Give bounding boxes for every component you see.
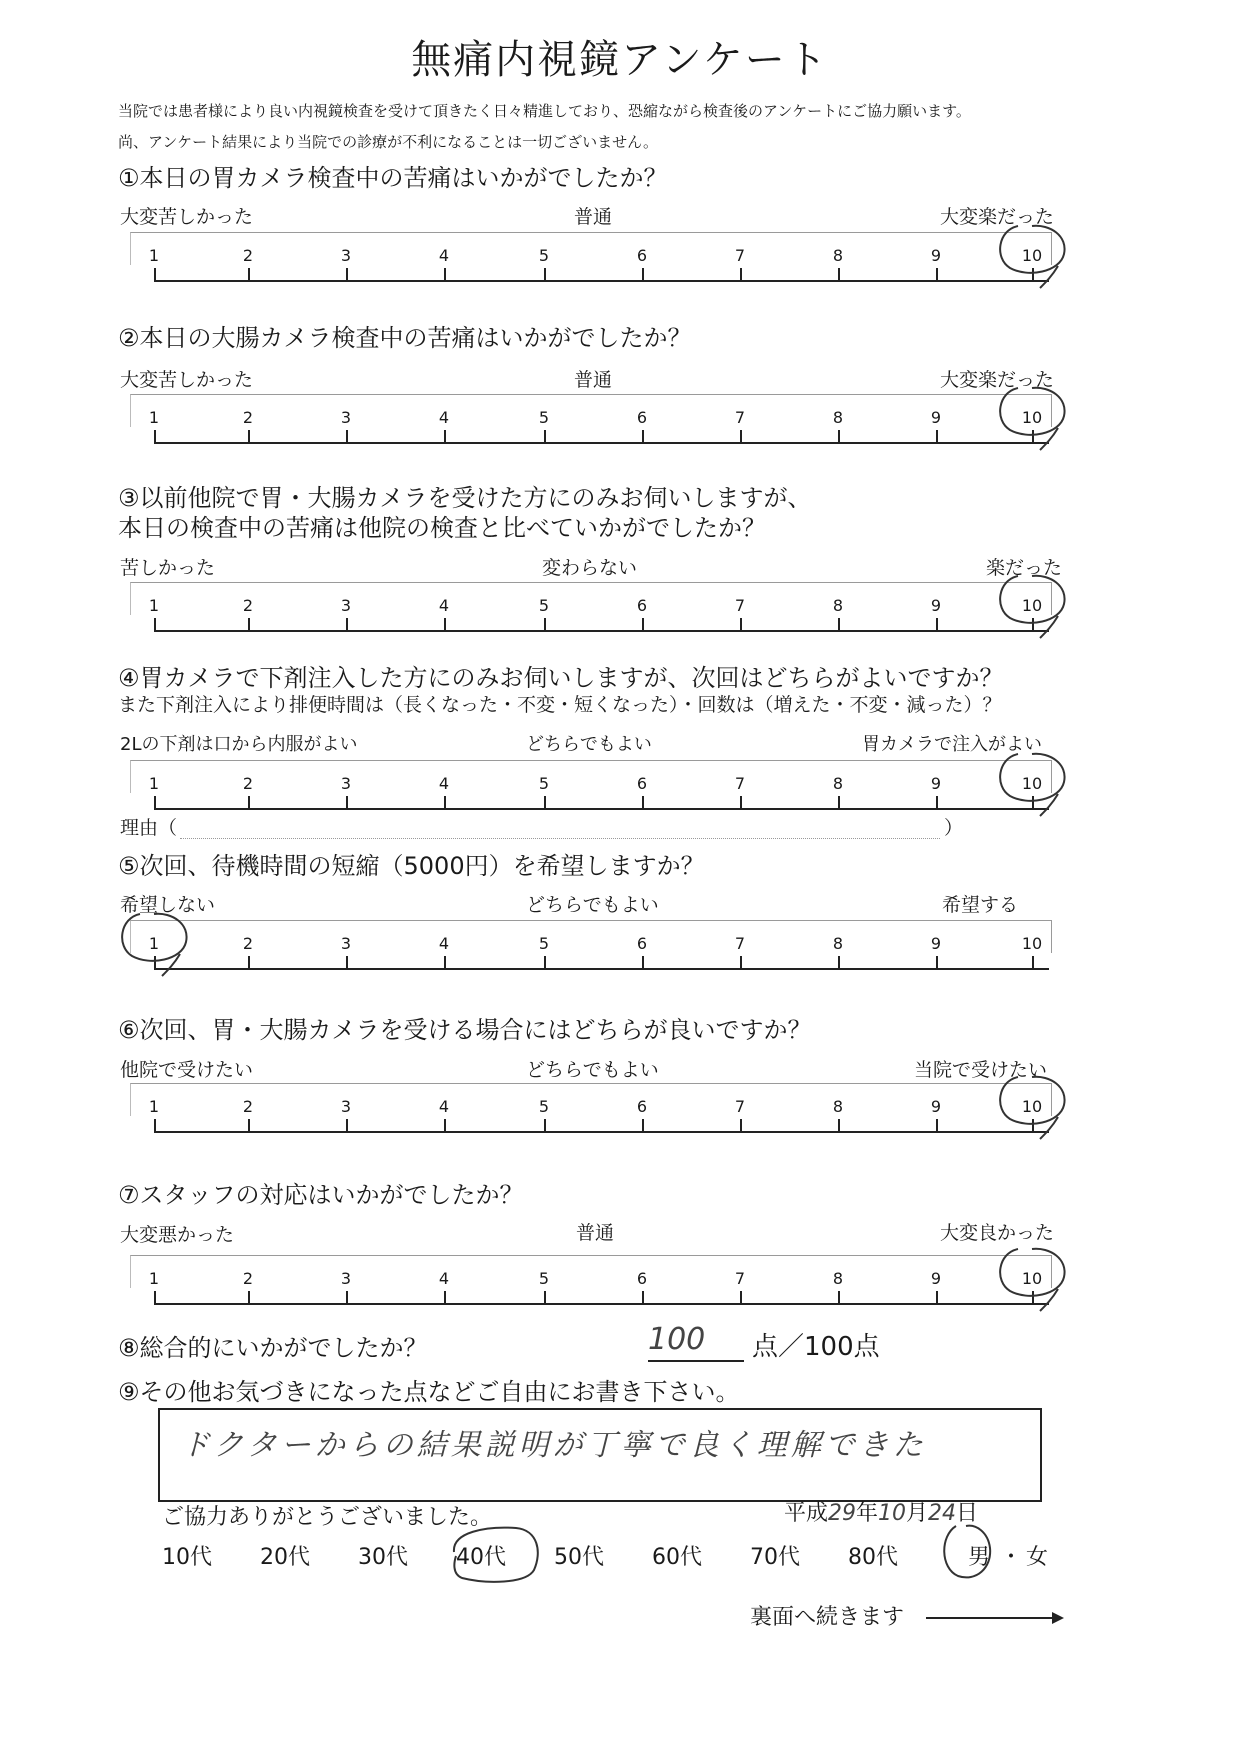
scale-number-6[interactable]: 6 bbox=[636, 1269, 648, 1288]
q2-mid-label: 普通 bbox=[574, 369, 613, 391]
scale-number-2[interactable]: 2 bbox=[242, 774, 254, 793]
scale-number-6[interactable]: 6 bbox=[636, 596, 648, 615]
gender-option-female[interactable]: 女 bbox=[1026, 1545, 1049, 1570]
scale-tick bbox=[544, 1291, 546, 1304]
scale-tick bbox=[544, 430, 546, 443]
q4-text: ④胃カメラで下剤注入した方にのみお伺いしますが、次回はどちらがよいですか？ bbox=[118, 664, 1004, 692]
gender-separator: ・ bbox=[1000, 1545, 1023, 1570]
scale-tick bbox=[740, 1119, 742, 1132]
scale-number-4[interactable]: 4 bbox=[438, 934, 450, 953]
scale-tick bbox=[642, 1119, 644, 1132]
q5-scale[interactable] bbox=[130, 920, 1050, 972]
scale-tick bbox=[346, 1119, 348, 1132]
q5-left-label: 希望しない bbox=[120, 894, 216, 916]
age-option-70[interactable]: 70代 bbox=[750, 1545, 800, 1570]
scale-number-8[interactable]: 8 bbox=[832, 596, 844, 615]
scale-number-1[interactable]: 1 bbox=[148, 1269, 160, 1288]
scale-tick bbox=[154, 956, 156, 969]
scale-number-8[interactable]: 8 bbox=[832, 408, 844, 427]
scale-tick bbox=[838, 1119, 840, 1132]
scale-tick bbox=[838, 1291, 840, 1304]
scale-tick bbox=[444, 430, 446, 443]
age-option-50[interactable]: 50代 bbox=[554, 1545, 604, 1570]
scale-tick bbox=[740, 430, 742, 443]
continue-text: 裏面へ続きます bbox=[750, 1605, 905, 1630]
scale-number-9[interactable]: 9 bbox=[930, 408, 942, 427]
scale-number-9[interactable]: 9 bbox=[930, 246, 942, 265]
scale-tick bbox=[740, 1291, 742, 1304]
q2-right-label: 大変楽だった bbox=[940, 369, 1055, 391]
age-option-40[interactable]: 40代 bbox=[456, 1545, 506, 1570]
scale-number-7[interactable]: 7 bbox=[734, 1269, 746, 1288]
scale-tick bbox=[936, 618, 938, 631]
q5-text: ⑤次回、待機時間の短縮（5000円）を希望しますか？ bbox=[118, 852, 705, 880]
scale-tick bbox=[642, 268, 644, 281]
scale-number-10[interactable]: 10 bbox=[1021, 596, 1043, 615]
scale-number-10[interactable]: 10 bbox=[1021, 1097, 1043, 1116]
q4-mid-label: どちらでもよい bbox=[526, 734, 652, 755]
scale-tick bbox=[154, 1119, 156, 1132]
scale-tick bbox=[936, 430, 938, 443]
scale-number-5[interactable]: 5 bbox=[538, 596, 550, 615]
scale-tick bbox=[740, 796, 742, 809]
scale-tick bbox=[154, 1291, 156, 1304]
date-day-unit: 日 bbox=[956, 1501, 979, 1526]
scale-number-10[interactable]: 10 bbox=[1021, 246, 1043, 265]
intro-line-1: 当院では患者様により良い内視鏡検査を受けて頂きたく日々精進しており、恐縮ながら検査後のアンケートにご協力願います。 bbox=[118, 102, 971, 120]
scale-baseline bbox=[154, 630, 1049, 632]
scale-number-10[interactable]: 10 bbox=[1021, 934, 1043, 953]
q6-mid-label: どちらでもよい bbox=[526, 1059, 659, 1081]
scale-tick bbox=[1032, 1291, 1034, 1304]
q1-mid-label: 普通 bbox=[574, 206, 613, 228]
scale-number-9[interactable]: 9 bbox=[930, 1269, 942, 1288]
scale-tick bbox=[740, 268, 742, 281]
scale-tick bbox=[544, 956, 546, 969]
scale-number-5[interactable]: 5 bbox=[538, 1269, 550, 1288]
scale-frame bbox=[130, 1083, 1052, 1116]
scale-number-8[interactable]: 8 bbox=[832, 934, 844, 953]
scale-tick bbox=[1032, 618, 1034, 631]
scale-tick bbox=[642, 430, 644, 443]
scale-number-1[interactable]: 1 bbox=[148, 774, 160, 793]
age-option-20[interactable]: 20代 bbox=[260, 1545, 310, 1570]
scale-tick bbox=[444, 618, 446, 631]
scale-number-3[interactable]: 3 bbox=[340, 1097, 352, 1116]
q7-right-label: 大変良かった bbox=[940, 1222, 1055, 1244]
q4-left-label: 2Lの下剤は口から内服がよい bbox=[120, 734, 358, 755]
scale-number-4[interactable]: 4 bbox=[438, 774, 450, 793]
scale-baseline bbox=[154, 968, 1049, 970]
scale-frame bbox=[130, 394, 1052, 427]
scale-number-2[interactable]: 2 bbox=[242, 408, 254, 427]
scale-tick bbox=[642, 1291, 644, 1304]
scale-tick bbox=[1032, 796, 1034, 809]
scale-number-6[interactable]: 6 bbox=[636, 1097, 648, 1116]
scale-baseline bbox=[154, 1131, 1049, 1133]
scale-tick bbox=[936, 1291, 938, 1304]
scale-number-9[interactable]: 9 bbox=[930, 1097, 942, 1116]
scale-tick bbox=[1032, 956, 1034, 969]
score-suffix: 点／100点 bbox=[752, 1332, 880, 1362]
scale-number-5[interactable]: 5 bbox=[538, 1097, 550, 1116]
q7-scale[interactable] bbox=[130, 1255, 1050, 1307]
scale-tick bbox=[248, 956, 250, 969]
scale-tick bbox=[154, 796, 156, 809]
scale-tick bbox=[248, 268, 250, 281]
scale-tick bbox=[1032, 1119, 1034, 1132]
scale-tick bbox=[544, 268, 546, 281]
scale-tick bbox=[838, 796, 840, 809]
scale-number-3[interactable]: 3 bbox=[340, 1269, 352, 1288]
scale-tick bbox=[248, 618, 250, 631]
scale-tick bbox=[838, 618, 840, 631]
continue-arrow-icon bbox=[926, 1606, 1066, 1630]
scale-tick bbox=[740, 618, 742, 631]
scale-frame bbox=[130, 1255, 1052, 1288]
scale-number-7[interactable]: 7 bbox=[734, 774, 746, 793]
scale-tick bbox=[642, 796, 644, 809]
q4-right-label: 胃カメラで注入がよい bbox=[862, 734, 1042, 755]
scale-number-10[interactable]: 10 bbox=[1021, 1269, 1043, 1288]
q1-scale[interactable] bbox=[130, 232, 1050, 284]
q7-left-label: 大変悪かった bbox=[120, 1224, 235, 1246]
scale-baseline bbox=[154, 808, 1049, 810]
q2-left-label: 大変苦しかった bbox=[120, 369, 254, 391]
scale-number-7[interactable]: 7 bbox=[734, 596, 746, 615]
scale-number-2[interactable]: 2 bbox=[242, 1269, 254, 1288]
q3-text-2: 本日の検査中の苦痛は他院の検査と比べていかがでしたか？ bbox=[118, 514, 766, 542]
q5-right-label: 希望する bbox=[942, 894, 1019, 916]
thanks-text: ご協力ありがとうございました。 bbox=[162, 1505, 493, 1530]
scale-tick bbox=[248, 796, 250, 809]
q6-text: ⑥次回、胃・大腸カメラを受ける場合にはどちらが良いですか？ bbox=[118, 1016, 812, 1044]
q3-mid-label: 変わらない bbox=[542, 557, 638, 579]
date-era: 平成 bbox=[784, 1501, 829, 1526]
q9-text: ⑨その他お気づきになった点などご自由にお書き下さい。 bbox=[118, 1378, 740, 1406]
scale-number-7[interactable]: 7 bbox=[734, 246, 746, 265]
scale-tick bbox=[444, 956, 446, 969]
scale-number-7[interactable]: 7 bbox=[734, 934, 746, 953]
scale-number-2[interactable]: 2 bbox=[242, 596, 254, 615]
scale-tick bbox=[154, 430, 156, 443]
scale-number-2[interactable]: 2 bbox=[242, 246, 254, 265]
q1-text: ①本日の胃カメラ検査中の苦痛はいかがでしたか？ bbox=[118, 164, 668, 192]
q1-left-label: 大変苦しかった bbox=[120, 206, 254, 228]
age-option-10[interactable]: 10代 bbox=[162, 1545, 212, 1570]
q2-scale[interactable] bbox=[130, 394, 1050, 446]
scale-tick bbox=[346, 268, 348, 281]
scale-tick bbox=[838, 956, 840, 969]
scale-frame bbox=[130, 760, 1052, 793]
q4-text-2: また下剤注入により排便時間は（長くなった・不変・短くなった）・回数は（増えた・不変・減った）？ bbox=[118, 694, 1002, 716]
scale-tick bbox=[1032, 268, 1034, 281]
scale-number-1[interactable]: 1 bbox=[148, 246, 160, 265]
scale-tick bbox=[544, 796, 546, 809]
scale-tick bbox=[444, 268, 446, 281]
scale-number-3[interactable]: 3 bbox=[340, 596, 352, 615]
date-field[interactable] bbox=[784, 1496, 978, 1527]
date-year: 29 bbox=[828, 1501, 857, 1526]
scale-tick bbox=[248, 1291, 250, 1304]
scale-tick bbox=[544, 618, 546, 631]
scale-number-5[interactable]: 5 bbox=[538, 408, 550, 427]
scale-frame bbox=[130, 920, 1052, 953]
q4-reason-close: ） bbox=[944, 817, 964, 839]
q4-reason-field[interactable] bbox=[180, 838, 940, 839]
scale-number-10[interactable]: 10 bbox=[1021, 408, 1043, 427]
scale-tick bbox=[346, 956, 348, 969]
scale-tick bbox=[936, 268, 938, 281]
date-day: 24 bbox=[928, 1501, 957, 1526]
scale-tick bbox=[154, 618, 156, 631]
q4-reason-label: 理由（ bbox=[120, 817, 178, 839]
scale-frame bbox=[130, 582, 1052, 615]
scale-number-6[interactable]: 6 bbox=[636, 246, 648, 265]
scale-tick bbox=[346, 1291, 348, 1304]
gender-option-male[interactable]: 男 bbox=[968, 1545, 991, 1570]
scale-tick bbox=[248, 430, 250, 443]
scale-frame bbox=[130, 232, 1052, 265]
q1-right-label: 大変楽だった bbox=[940, 206, 1055, 228]
scale-number-9[interactable]: 9 bbox=[930, 774, 942, 793]
scale-number-2[interactable]: 2 bbox=[242, 1097, 254, 1116]
scale-number-5[interactable]: 5 bbox=[538, 934, 550, 953]
scale-number-4[interactable]: 4 bbox=[438, 408, 450, 427]
scale-number-6[interactable]: 6 bbox=[636, 774, 648, 793]
scale-number-9[interactable]: 9 bbox=[930, 596, 942, 615]
scale-number-1[interactable]: 1 bbox=[148, 596, 160, 615]
scale-number-8[interactable]: 8 bbox=[832, 774, 844, 793]
scale-tick bbox=[1032, 430, 1034, 443]
q7-mid-label: 普通 bbox=[576, 1222, 615, 1244]
scale-number-1[interactable]: 1 bbox=[148, 1097, 160, 1116]
q7-text: ⑦スタッフの対応はいかがでしたか？ bbox=[118, 1181, 524, 1209]
scale-baseline bbox=[154, 1303, 1049, 1305]
score-value[interactable]: 100 bbox=[648, 1322, 706, 1357]
scale-number-5[interactable]: 5 bbox=[538, 246, 550, 265]
scale-number-7[interactable]: 7 bbox=[734, 408, 746, 427]
scale-tick bbox=[740, 956, 742, 969]
scale-tick bbox=[444, 1119, 446, 1132]
scale-tick bbox=[444, 1291, 446, 1304]
age-option-60[interactable]: 60代 bbox=[652, 1545, 702, 1570]
scale-number-8[interactable]: 8 bbox=[832, 1097, 844, 1116]
scale-tick bbox=[346, 430, 348, 443]
scale-baseline bbox=[154, 280, 1049, 282]
scale-number-5[interactable]: 5 bbox=[538, 774, 550, 793]
q2-text: ②本日の大腸カメラ検査中の苦痛はいかがでしたか？ bbox=[118, 324, 692, 352]
scale-number-1[interactable]: 1 bbox=[148, 934, 160, 953]
scale-number-2[interactable]: 2 bbox=[242, 934, 254, 953]
q6-left-label: 他院で受けたい bbox=[120, 1059, 254, 1081]
scale-number-3[interactable]: 3 bbox=[340, 934, 352, 953]
q6-scale[interactable] bbox=[130, 1083, 1050, 1135]
q3-scale[interactable] bbox=[130, 582, 1050, 634]
scale-number-7[interactable]: 7 bbox=[734, 1097, 746, 1116]
q5-mid-label: どちらでもよい bbox=[526, 894, 659, 916]
scale-tick bbox=[154, 268, 156, 281]
scale-tick bbox=[838, 268, 840, 281]
scale-number-3[interactable]: 3 bbox=[340, 246, 352, 265]
score-underline bbox=[648, 1360, 744, 1362]
scale-number-9[interactable]: 9 bbox=[930, 934, 942, 953]
q6-right-label: 当院で受けたい bbox=[914, 1059, 1048, 1081]
scale-number-10[interactable]: 10 bbox=[1021, 774, 1043, 793]
scale-tick bbox=[936, 796, 938, 809]
q4-scale[interactable] bbox=[130, 760, 1050, 812]
q3-left-label: 苦しかった bbox=[120, 557, 216, 579]
scale-number-8[interactable]: 8 bbox=[832, 1269, 844, 1288]
q3-right-label: 楽だった bbox=[986, 557, 1063, 579]
scale-number-4[interactable]: 4 bbox=[438, 1097, 450, 1116]
scale-number-6[interactable]: 6 bbox=[636, 408, 648, 427]
scale-tick bbox=[642, 618, 644, 631]
scale-number-6[interactable]: 6 bbox=[636, 934, 648, 953]
date-month-unit: 月 bbox=[906, 1501, 929, 1526]
q8-text: ⑧総合的にいかがでしたか？ bbox=[118, 1334, 428, 1362]
comment-handwriting: ドクターからの結果説明が丁寧で良く理解できた bbox=[180, 1428, 927, 1463]
scale-number-3[interactable]: 3 bbox=[340, 408, 352, 427]
date-month: 10 bbox=[878, 1501, 907, 1526]
scale-tick bbox=[936, 956, 938, 969]
scale-number-4[interactable]: 4 bbox=[438, 246, 450, 265]
scale-baseline bbox=[154, 442, 1049, 444]
intro-line-2: 尚、アンケート結果により当院での診療が不利になることは一切ございません。 bbox=[118, 133, 659, 151]
scale-tick bbox=[936, 1119, 938, 1132]
scale-tick bbox=[248, 1119, 250, 1132]
page-title: 無痛内視鏡アンケート bbox=[411, 37, 829, 83]
scale-tick bbox=[642, 956, 644, 969]
age-option-30[interactable]: 30代 bbox=[358, 1545, 408, 1570]
scale-tick bbox=[444, 796, 446, 809]
scale-tick bbox=[838, 430, 840, 443]
scale-tick bbox=[346, 796, 348, 809]
scale-tick bbox=[346, 618, 348, 631]
scale-number-1[interactable]: 1 bbox=[148, 408, 160, 427]
scale-number-4[interactable]: 4 bbox=[438, 1269, 450, 1288]
scale-number-3[interactable]: 3 bbox=[340, 774, 352, 793]
age-option-80[interactable]: 80代 bbox=[848, 1545, 898, 1570]
scale-number-4[interactable]: 4 bbox=[438, 596, 450, 615]
scale-number-8[interactable]: 8 bbox=[832, 246, 844, 265]
q3-text: ③以前他院で胃・大腸カメラを受けた方にのみお伺いしますが、 bbox=[118, 484, 812, 512]
date-year-unit: 年 bbox=[856, 1501, 879, 1526]
scale-tick bbox=[544, 1119, 546, 1132]
